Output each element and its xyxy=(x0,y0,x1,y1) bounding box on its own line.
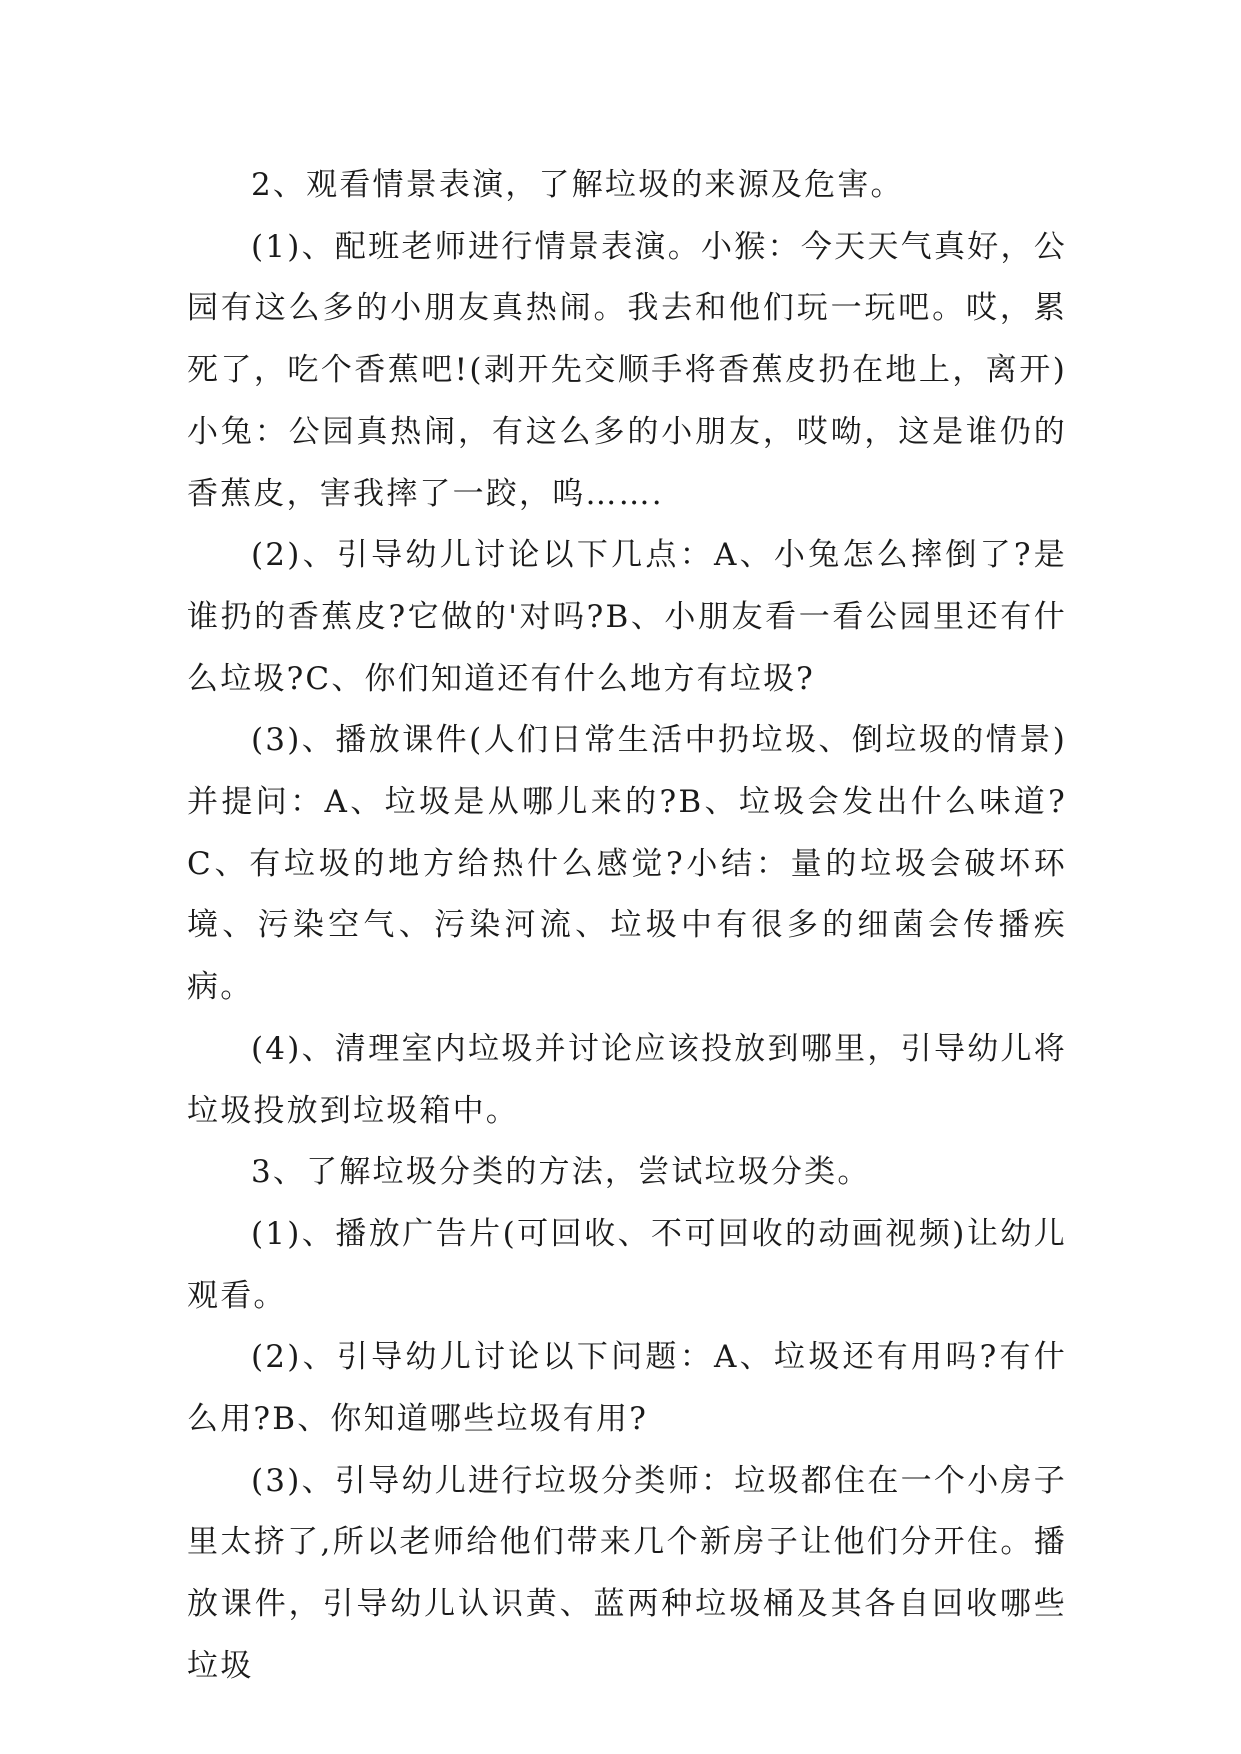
paragraph-2-3-courseware: (3)、播放课件(人们日常生活中扔垃圾、倒垃圾的情景)并提问：A、垃圾是从哪儿来的?B、垃圾会发出什么味道?C、有垃圾的地方给热什么感觉?小结：量的垃圾会破坏环境、污染空气、污染河流、垃圾中有很多的细菌会传播疾病。 xyxy=(187,722,1067,1006)
paragraph-section-3-heading: 3、了解垃圾分类的方法，尝试垃圾分类。 xyxy=(251,1154,871,1191)
paragraph-section-2-heading: 2、观看情景表演，了解垃圾的来源及危害。 xyxy=(251,167,904,203)
document-body xyxy=(187,155,1067,1698)
paragraph-3-2-questions: (2)、引导幼儿讨论以下问题：A、垃圾还有用吗?有什么用?B、你知道哪些垃圾有用? xyxy=(187,1339,1067,1438)
paragraph-2-4-cleanup: (4)、清理室内垃圾并讨论应该投放到哪里，引导幼儿将垃圾投放到垃圾箱中。 xyxy=(187,1030,1067,1129)
paragraph-2-2-discussion: (2)、引导幼儿讨论以下几点：A、小兔怎么摔倒了?是谁扔的香蕉皮?它做的'对吗?B、小朋友看一看公园里还有什么垃圾?C、你们知道还有什么地方有垃圾? xyxy=(187,537,1067,697)
paragraph-2-1-skit: (1)、配班老师进行情景表演。小猴：今天天气真好，公园有这么多的小朋友真热闹。我去和他们玩一玩吧。哎，累死了，吃个香蕉吧!(剥开先交顺手将香蕉皮扔在地上，离开)小兔：公园真热闹，有这么多的小朋友，哎呦，这是谁仍的香蕉皮，害我摔了一跤，呜……. xyxy=(187,228,1067,512)
paragraph-3-3-sorting: (3)、引导幼儿进行垃圾分类师：垃圾都住在一个小房子里太挤了,所以老师给他们带来几个新房子让他们分开住。播放课件，引导幼儿认识黄、蓝两种垃圾桶及其各自回收哪些垃圾 xyxy=(187,1462,1067,1684)
paragraph-3-1-video: (1)、播放广告片(可回收、不可回收的动画视频)让幼儿观看。 xyxy=(187,1215,1067,1314)
